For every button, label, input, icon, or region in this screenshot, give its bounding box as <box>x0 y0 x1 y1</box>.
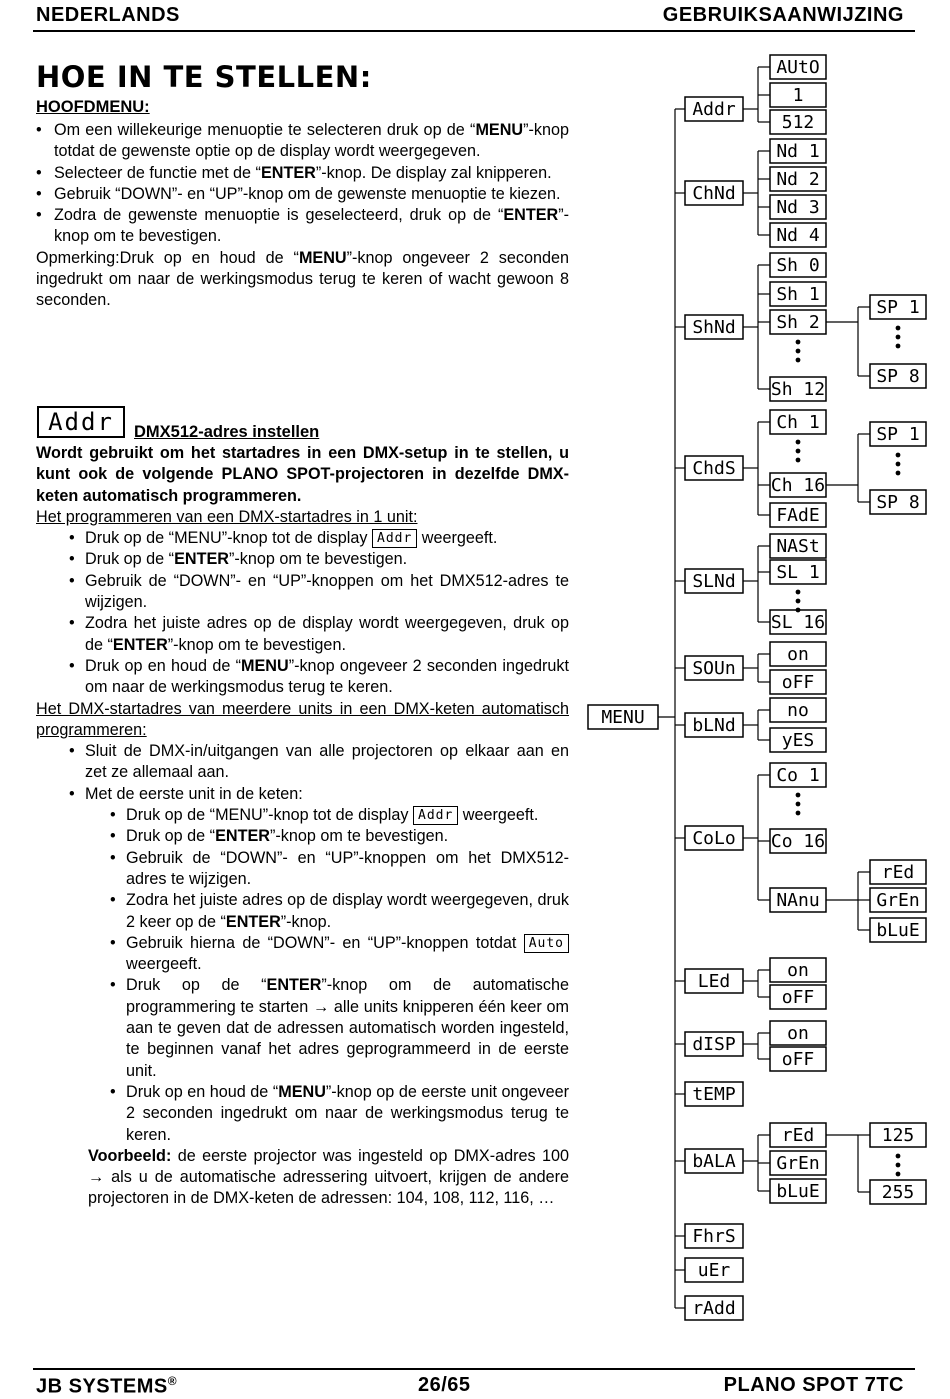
submenu-item-label: Sh 1 <box>776 284 820 305</box>
submenu-item-label: oFF <box>781 987 815 1008</box>
submenu-item-label: Nd 2 <box>776 169 820 190</box>
submenu-item-label: on <box>787 960 809 981</box>
menu-item-label: SOUn <box>692 658 736 679</box>
ellipsis-dot <box>796 358 801 363</box>
ellipsis-dot <box>796 458 801 463</box>
menu-item-label: uEr <box>697 1260 731 1281</box>
submenu-item-label: rEd <box>781 1125 815 1146</box>
submenu-item-label: SL 16 <box>770 612 826 633</box>
submenu-item-label: Sh 0 <box>776 255 820 276</box>
mainmenu-heading: HOOFDMENU: <box>36 98 150 116</box>
ellipsis-dot <box>796 802 801 807</box>
mainmenu-note: Opmerking:Druk op en houd de “MENU”-knop ongeveer 2 seconden ingedrukt om naar de werkingsmodus terug te keren of wacht gewoon 8 seconden. <box>36 248 569 310</box>
leaf-item-label: SP 1 <box>876 424 920 445</box>
mainmenu-section <box>36 120 569 312</box>
submenu-item-label: NAnu <box>776 890 820 911</box>
submenu-item-label: NASt <box>776 536 820 557</box>
ellipsis-dot <box>796 608 801 613</box>
submenu-item-label: yES <box>781 730 815 751</box>
list-item: • Gebruik de “DOWN”- en “UP”-knoppen om het DMX512-adres te wijzigen. <box>85 571 569 614</box>
list-item: • Met de eerste unit in de keten: <box>85 784 569 805</box>
submenu-item-label: no <box>787 700 809 721</box>
ellipsis-dot <box>896 471 901 476</box>
list-item: • Druk op en houd de “MENU”-knop ongeveer 2 seconden ingedrukt om naar de werkingsmodus terug te keren. <box>85 656 569 699</box>
header-language: NEDERLANDS <box>36 4 180 26</box>
submenu-item-label: Nd 1 <box>776 141 820 162</box>
list-item: • Gebruik “DOWN”- en “UP”-knop om de gewenste menuoptie te kiezen. <box>36 184 569 205</box>
ellipsis-dot <box>896 453 901 458</box>
submenu-item-label: AUtO <box>776 57 820 78</box>
menu-item-label: FhrS <box>692 1226 736 1247</box>
ellipsis-dot <box>896 326 901 331</box>
footer-rule <box>33 1368 915 1370</box>
menu-item-label: bLNd <box>692 715 736 736</box>
submenu-item-label: Ch 16 <box>770 475 826 496</box>
submenu-item-label: oFF <box>781 672 815 693</box>
submenu-item-label: Sh 12 <box>770 379 826 400</box>
menu-item-label: LEd <box>697 971 731 992</box>
header-manual-type: GEBRUIKSAANWIJZING <box>662 4 904 26</box>
leaf-item-label: 255 <box>881 1182 915 1203</box>
list-item: • Zodra het juiste adres op de display wordt weergegeven, druk op de “ENTER”-knop om te bevestigen. <box>85 613 569 656</box>
menu-item-label: bALA <box>692 1151 736 1172</box>
footer-brand: JB SYSTEMS® <box>36 1374 178 1398</box>
list-item: • Druk op de “ENTER”-knop om te bevestigen. <box>85 549 569 570</box>
ellipsis-dot <box>796 793 801 798</box>
auto-lcd-inline: Auto <box>524 934 569 953</box>
list-item: • Zodra de gewenste menuoptie is geselecteerd, druk op de “ENTER”-knop om te bevestigen. <box>36 205 569 248</box>
mainmenu-list <box>36 120 569 248</box>
submenu-item-label: bLuE <box>776 1181 820 1202</box>
leaf-item-label: rEd <box>881 862 915 883</box>
list-item: • Selecteer de functie met de “ENTER”-knop. De display zal knipperen. <box>36 163 569 184</box>
menu-item-label: Addr <box>692 99 736 120</box>
submenu-item-label: on <box>787 1023 809 1044</box>
list-item: • Druk op de “ENTER”-knop om de automatische programmering te starten → alle units knipperen één keer om aan te geven dat de adressen automatisch worden ingesteld, te beginnen vanaf het adres geprogrammeerd in de eerste unit. <box>126 975 569 1081</box>
submenu-item-label: Sh 2 <box>776 312 820 333</box>
list-item: • Zodra het juiste adres op de display wordt weergegeven, druk 2 keer op de “ENTER”-knop. <box>126 890 569 933</box>
page-title: HOE IN TE STELLEN: <box>36 60 372 94</box>
dmx-section <box>36 443 569 1210</box>
header-rule <box>33 30 915 32</box>
list-item: • Druk op de “MENU”-knop tot de display Addr weergeeft. <box>85 528 569 549</box>
ellipsis-dot <box>896 1154 901 1159</box>
single-steps-list <box>85 528 569 698</box>
list-item: • Druk op de “ENTER”-knop om te bevestigen. <box>126 826 569 847</box>
dmx-heading: DMX512-adres instellen <box>134 423 320 441</box>
list-item: • Druk op en houd de “MENU”-knop op de eerste unit ongeveer 2 seconden ingedrukt om naar de werkingsmodus terug te keren. <box>126 1082 569 1146</box>
addr-lcd-inline: Addr <box>372 529 417 548</box>
submenu-item-label: Ch 1 <box>776 412 820 433</box>
menu-item-label: ShNd <box>692 317 736 338</box>
submenu-item-label: on <box>787 644 809 665</box>
list-item: • Gebruik hierna de “DOWN”- en “UP”-knoppen totdat Auto weergeeft. <box>126 933 569 976</box>
submenu-item-label: Nd 3 <box>776 197 820 218</box>
ellipsis-dot <box>896 344 901 349</box>
list-item: • Druk op de “MENU”-knop tot de display Addr weergeeft. <box>126 805 569 826</box>
submenu-item-label: Co 16 <box>770 831 826 852</box>
ellipsis-dot <box>796 811 801 816</box>
footer-page-number: 26/65 <box>418 1374 471 1396</box>
ellipsis-dot <box>796 349 801 354</box>
leaf-item-label: SP 1 <box>876 297 920 318</box>
ellipsis-dot <box>896 1172 901 1177</box>
dmx-intro: Wordt gebruikt om het startadres in een DMX-setup in te stellen, u kunt ook de volgende PLANO SPOT-projectoren in dezelfde DMX-keten automatisch programmeren. <box>36 444 569 505</box>
ellipsis-dot <box>796 440 801 445</box>
menu-item-label: rAdd <box>692 1298 736 1319</box>
ellipsis-dot <box>796 599 801 604</box>
submenu-item-label: SL 1 <box>776 562 820 583</box>
leaf-item-label: GrEn <box>876 890 920 911</box>
ellipsis-dot <box>896 335 901 340</box>
dmx-example: Voorbeeld: de eerste projector was ingesteld op DMX-adres 100 → als u de automatische adressering uitvoert, krijgen de andere projectoren in de DMX-keten de adressen: 104, 108, 112, 116, … <box>88 1146 569 1208</box>
menu-item-label: ChdS <box>692 458 736 479</box>
leaf-item-label: SP 8 <box>876 492 920 513</box>
submenu-item-label: 1 <box>792 85 804 106</box>
menu-tree-diagram <box>580 50 935 1330</box>
menu-item-label: dISP <box>692 1034 736 1055</box>
ellipsis-dot <box>796 590 801 595</box>
ellipsis-dot <box>896 462 901 467</box>
ellipsis-dot <box>796 449 801 454</box>
menu-item-label: ChNd <box>692 183 736 204</box>
list-item: • Gebruik de “DOWN”- en “UP”-knoppen om het DMX512-adres te wijzigen. <box>126 848 569 891</box>
tree-root-label: MENU <box>601 707 645 728</box>
dmx-single-heading: Het programmeren van een DMX-startadres in 1 unit: <box>36 507 418 526</box>
leaf-item-label: 125 <box>881 1125 915 1146</box>
submenu-item-label: Nd 4 <box>776 225 820 246</box>
submenu-item-label: 512 <box>781 112 815 133</box>
ellipsis-dot <box>796 340 801 345</box>
footer-product: PLANO SPOT 7TC <box>723 1374 904 1396</box>
list-item: • Om een willekeurige menuoptie te selecteren druk op de “MENU”-knop totdat de gewenste optie op de display wordt weergegeven. <box>36 120 569 163</box>
submenu-item-label: Co 1 <box>776 765 820 786</box>
leaf-item-label: SP 8 <box>876 366 920 387</box>
list-item: • Sluit de DMX-in/uitgangen van alle projectoren op elkaar aan en zet ze allemaal aan. <box>85 741 569 784</box>
addr-lcd-display: Addr <box>37 406 125 438</box>
menu-item-label: CoLo <box>692 828 736 849</box>
submenu-item-label: oFF <box>781 1049 815 1070</box>
first-unit-steps-list <box>126 805 569 1146</box>
submenu-item-label: GrEn <box>776 1153 820 1174</box>
menu-item-label: SLNd <box>692 571 736 592</box>
ellipsis-dot <box>896 1163 901 1168</box>
multi-steps-list <box>85 741 569 805</box>
dmx-multi-heading: Het DMX-startadres van meerdere units in een DMX-keten automatisch programmeren: <box>36 699 569 739</box>
submenu-item-label: FAdE <box>776 505 820 526</box>
menu-item-label: tEMP <box>692 1084 736 1105</box>
addr-lcd-inline: Addr <box>413 806 458 825</box>
leaf-item-label: bLuE <box>876 920 920 941</box>
